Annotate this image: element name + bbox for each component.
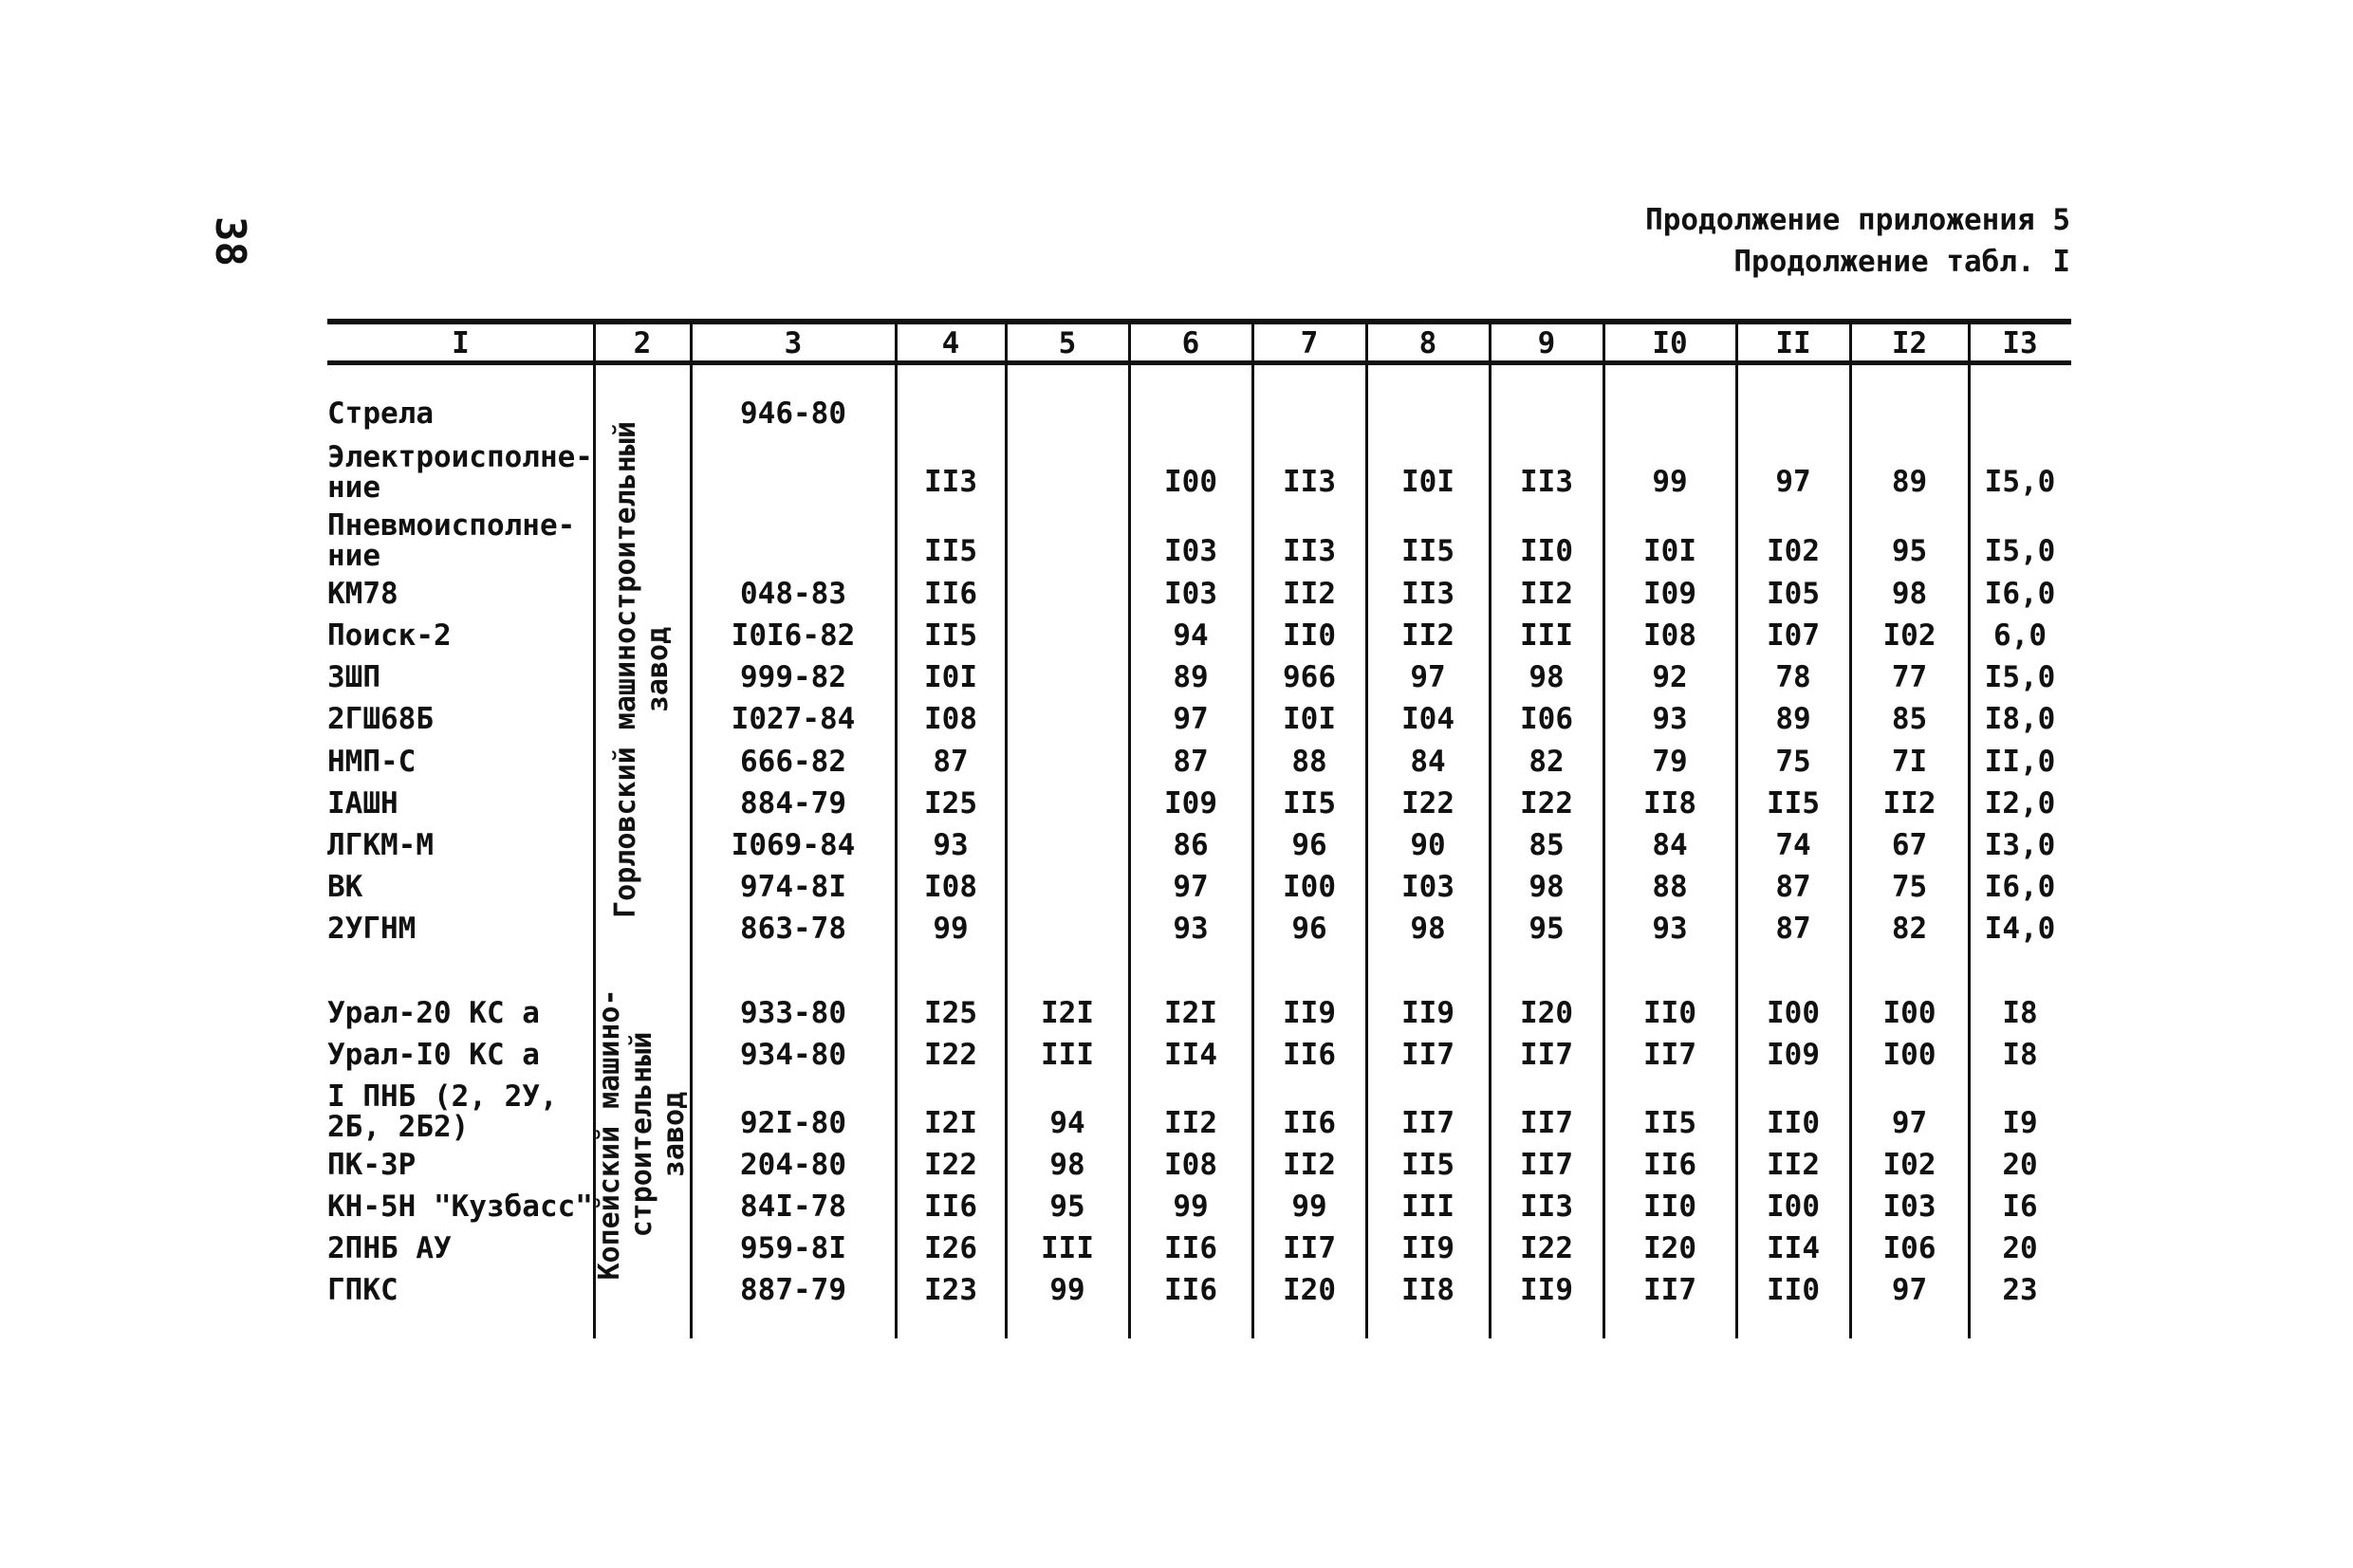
row-name: 2ГШ68Б bbox=[327, 702, 434, 736]
table-header-rule bbox=[327, 360, 2071, 365]
column-header: 9 bbox=[1537, 326, 1556, 360]
table-cell: 98 bbox=[1049, 1148, 1085, 1182]
table-cell: I00 bbox=[1283, 870, 1336, 904]
table-cell: I06 bbox=[1882, 1231, 1936, 1265]
table-cell: I0I bbox=[1643, 534, 1696, 568]
table-cell: II2 bbox=[1401, 618, 1454, 653]
table-cell: II6 bbox=[1164, 1231, 1217, 1265]
table-cell: 97 bbox=[1891, 1106, 1928, 1140]
table-cell: II6 bbox=[1283, 1038, 1336, 1072]
table-cell: I22 bbox=[924, 1038, 977, 1072]
column-header: 3 bbox=[784, 326, 803, 360]
table-cell: 99 bbox=[1291, 1190, 1327, 1224]
table-cell: II6 bbox=[924, 1190, 977, 1224]
table-cell: 82 bbox=[1891, 912, 1928, 946]
table-cell: I6,0 bbox=[1984, 577, 2056, 611]
table-cell: 96 bbox=[1291, 828, 1327, 862]
table-cell: II0 bbox=[1643, 1190, 1696, 1224]
table-cell: 94 bbox=[1049, 1106, 1085, 1140]
table-cell: 84 bbox=[1410, 745, 1446, 779]
table-cell: I2,0 bbox=[1984, 786, 2056, 821]
table-cell: I5,0 bbox=[1984, 660, 2056, 694]
table-cell: 88 bbox=[1291, 745, 1327, 779]
table-cell: 98 bbox=[1410, 912, 1446, 946]
table-cell: I22 bbox=[1401, 786, 1454, 821]
table-cell: 87 bbox=[933, 745, 969, 779]
column-header: II bbox=[1775, 326, 1811, 360]
table-cell: II7 bbox=[1643, 1273, 1696, 1307]
table-cell: 99 bbox=[1049, 1273, 1085, 1307]
table-cell: II0 bbox=[1643, 996, 1696, 1030]
table-cell: 93 bbox=[1173, 912, 1209, 946]
table-cell: II7 bbox=[1520, 1106, 1573, 1140]
table-cell: 94 bbox=[1173, 618, 1209, 653]
table-cell: I0I6-82 bbox=[731, 618, 856, 653]
table-cell: 84I-78 bbox=[740, 1190, 846, 1224]
table-cell: II2 bbox=[1767, 1148, 1820, 1182]
table-cell: 67 bbox=[1891, 828, 1928, 862]
table-cell: 85 bbox=[1529, 828, 1565, 862]
table-cell: 887-79 bbox=[740, 1273, 846, 1307]
row-name: Поиск-2 bbox=[327, 618, 452, 653]
table-cell: 99 bbox=[1173, 1190, 1209, 1224]
table-cell: I4,0 bbox=[1984, 912, 2056, 946]
table-cell: 82 bbox=[1529, 745, 1565, 779]
table-cell: 96 bbox=[1291, 912, 1327, 946]
table-cell: II2 bbox=[1164, 1106, 1217, 1140]
table-cell: 23 bbox=[2002, 1273, 2038, 1307]
row-name: I ПНБ (2, 2У, 2Б, 2Б2) bbox=[327, 1079, 558, 1144]
table-cell: II3 bbox=[1283, 534, 1336, 568]
table-cell: 77 bbox=[1891, 660, 1928, 694]
table-cell: 933-80 bbox=[740, 996, 846, 1030]
table-cell: II,0 bbox=[1984, 745, 2056, 779]
table-cell: 85 bbox=[1891, 702, 1928, 736]
table-cell: I08 bbox=[924, 702, 977, 736]
table-cell: 863-78 bbox=[740, 912, 846, 946]
table-cell: I09 bbox=[1767, 1038, 1820, 1072]
table-cell: II9 bbox=[1401, 996, 1454, 1030]
table-cell: 86 bbox=[1173, 828, 1209, 862]
table-cell: II3 bbox=[1283, 465, 1336, 499]
table-cell: II6 bbox=[1643, 1148, 1696, 1182]
table-cell: II4 bbox=[1164, 1038, 1217, 1072]
table-cell: 89 bbox=[1775, 702, 1811, 736]
table-cell: 78 bbox=[1775, 660, 1811, 694]
table-cell: II7 bbox=[1643, 1038, 1696, 1072]
table-cell: II2 bbox=[1283, 577, 1336, 611]
table-cell: 666-82 bbox=[740, 745, 846, 779]
row-name: ВК bbox=[327, 870, 363, 904]
table-cell: 92 bbox=[1652, 660, 1688, 694]
row-name: НМП-С bbox=[327, 745, 417, 779]
table-cell: II3 bbox=[924, 465, 977, 499]
table-cell: 97 bbox=[1775, 465, 1811, 499]
table-cell: 88 bbox=[1652, 870, 1688, 904]
table-cell: I2I bbox=[1041, 996, 1094, 1030]
table-cell: 98 bbox=[1529, 660, 1565, 694]
table-cell: 87 bbox=[1173, 745, 1209, 779]
caption-appendix: Продолжение приложения 5 bbox=[1645, 203, 2070, 237]
table-cell: I069-84 bbox=[731, 828, 856, 862]
table-cell: I00 bbox=[1767, 996, 1820, 1030]
table-cell: I6,0 bbox=[1984, 870, 2056, 904]
table-cell: II5 bbox=[1401, 1148, 1454, 1182]
column-header: 7 bbox=[1300, 326, 1319, 360]
table-cell: I04 bbox=[1401, 702, 1454, 736]
table-cell: 89 bbox=[1891, 465, 1928, 499]
table-cell: 97 bbox=[1891, 1273, 1928, 1307]
row-name: КМ78 bbox=[327, 577, 398, 611]
row-name: IАШН bbox=[327, 786, 398, 821]
table-cell: I00 bbox=[1767, 1190, 1820, 1224]
column-header: I3 bbox=[2002, 326, 2038, 360]
table-cell: II7 bbox=[1520, 1038, 1573, 1072]
table-cell: I07 bbox=[1767, 618, 1820, 653]
row-name: ЗШП bbox=[327, 660, 380, 694]
table-cell: I03 bbox=[1164, 534, 1217, 568]
table-cell: II3 bbox=[1520, 1190, 1573, 1224]
table-cell: III bbox=[1041, 1038, 1094, 1072]
table-cell: 6,0 bbox=[1993, 618, 2047, 653]
row-name: Пневмоисполне-ние bbox=[327, 508, 576, 573]
column-header: 5 bbox=[1058, 326, 1077, 360]
table-cell: 75 bbox=[1775, 745, 1811, 779]
table-cell: 966 bbox=[1283, 660, 1336, 694]
table-cell: III bbox=[1041, 1231, 1094, 1265]
column-header: I0 bbox=[1652, 326, 1688, 360]
table-cell: I2I bbox=[1164, 996, 1217, 1030]
table-cell: 934-80 bbox=[740, 1038, 846, 1072]
table-cell: 97 bbox=[1410, 660, 1446, 694]
table-cell: I23 bbox=[924, 1273, 977, 1307]
row-name: Стрела bbox=[327, 397, 434, 431]
row-name: КН-5Н "Кузбасс" bbox=[327, 1190, 593, 1224]
table-cell: I8,0 bbox=[1984, 702, 2056, 736]
table-cell: 974-8I bbox=[740, 870, 846, 904]
table-cell: 90 bbox=[1410, 828, 1446, 862]
table-cell: II0 bbox=[1520, 534, 1573, 568]
table-cell: I26 bbox=[924, 1231, 977, 1265]
table-cell: I09 bbox=[1643, 577, 1696, 611]
table-cell: II5 bbox=[1643, 1106, 1696, 1140]
table-cell: III bbox=[1401, 1190, 1454, 1224]
table-cell: 97 bbox=[1173, 870, 1209, 904]
table-cell: I3,0 bbox=[1984, 828, 2056, 862]
table-cell: 98 bbox=[1891, 577, 1928, 611]
table-cell: 87 bbox=[1775, 912, 1811, 946]
table-cell: I20 bbox=[1520, 996, 1573, 1030]
table-cell: I5,0 bbox=[1984, 534, 2056, 568]
table-cell: III bbox=[1520, 618, 1573, 653]
table-cell: II0 bbox=[1767, 1106, 1820, 1140]
table-cell: 93 bbox=[1652, 912, 1688, 946]
table-cell: 95 bbox=[1049, 1190, 1085, 1224]
table-cell: II9 bbox=[1520, 1273, 1573, 1307]
table-cell: 84 bbox=[1652, 828, 1688, 862]
row-name: ПК-3Р bbox=[327, 1148, 417, 1182]
page-number: 38 bbox=[206, 216, 254, 267]
table-cell: I05 bbox=[1767, 577, 1820, 611]
row-name: Электроисполне-ние bbox=[327, 440, 593, 505]
table-cell: II8 bbox=[1401, 1273, 1454, 1307]
table-cell: I22 bbox=[1520, 1231, 1573, 1265]
table-cell: II4 bbox=[1767, 1231, 1820, 1265]
table-cell: 884-79 bbox=[740, 786, 846, 821]
column-header: 8 bbox=[1418, 326, 1437, 360]
table-cell: I00 bbox=[1882, 1038, 1936, 1072]
table-cell: I00 bbox=[1882, 996, 1936, 1030]
table-cell: 048-83 bbox=[740, 577, 846, 611]
column-header: 4 bbox=[941, 326, 960, 360]
table-cell: 92I-80 bbox=[740, 1106, 846, 1140]
factory-label: Горловский машиностроительный завод bbox=[609, 421, 675, 918]
table-cell: II7 bbox=[1520, 1148, 1573, 1182]
table-cell: 93 bbox=[1652, 702, 1688, 736]
table-cell: II9 bbox=[1401, 1231, 1454, 1265]
table-cell: II2 bbox=[1283, 1148, 1336, 1182]
column-header: 6 bbox=[1181, 326, 1200, 360]
table-cell: I08 bbox=[1164, 1148, 1217, 1182]
table-cell: 98 bbox=[1529, 870, 1565, 904]
column-header: I bbox=[452, 326, 470, 360]
table-cell: II6 bbox=[924, 577, 977, 611]
row-name: ГПКС bbox=[327, 1273, 398, 1307]
table-cell: I22 bbox=[924, 1148, 977, 1182]
table-cell: I02 bbox=[1882, 618, 1936, 653]
table-cell: II5 bbox=[1401, 534, 1454, 568]
table-cell: I8 bbox=[2002, 1038, 2038, 1072]
table-cell: II5 bbox=[1767, 786, 1820, 821]
table-cell: 89 bbox=[1173, 660, 1209, 694]
table-cell: I02 bbox=[1767, 534, 1820, 568]
table-cell: 97 bbox=[1173, 702, 1209, 736]
table-cell: 79 bbox=[1652, 745, 1688, 779]
table-cell: II2 bbox=[1520, 577, 1573, 611]
table-top-rule bbox=[327, 319, 2071, 324]
table-cell: II0 bbox=[1767, 1273, 1820, 1307]
table-cell: I027-84 bbox=[731, 702, 856, 736]
table-cell: 75 bbox=[1891, 870, 1928, 904]
table-cell: II7 bbox=[1283, 1231, 1336, 1265]
table-cell: I5,0 bbox=[1984, 465, 2056, 499]
table-cell: II8 bbox=[1643, 786, 1696, 821]
table-cell: I0I bbox=[1401, 465, 1454, 499]
table-cell: II6 bbox=[1283, 1106, 1336, 1140]
table-cell: II5 bbox=[924, 534, 977, 568]
table-cell: I22 bbox=[1520, 786, 1573, 821]
table-cell: 959-8I bbox=[740, 1231, 846, 1265]
factory-label: Копейский машино-строительный завод bbox=[593, 988, 691, 1281]
table-cell: I8 bbox=[2002, 996, 2038, 1030]
table-cell: 20 bbox=[2002, 1231, 2038, 1265]
table-cell: 99 bbox=[933, 912, 969, 946]
row-name: 2ПНБ АУ bbox=[327, 1231, 452, 1265]
table-cell: I03 bbox=[1164, 577, 1217, 611]
table-cell: II6 bbox=[1164, 1273, 1217, 1307]
table-cell: 93 bbox=[933, 828, 969, 862]
row-name: 2УГНМ bbox=[327, 912, 417, 946]
table-cell: II5 bbox=[924, 618, 977, 653]
row-name: ЛГКМ-М bbox=[327, 828, 434, 862]
table-cell: I20 bbox=[1283, 1273, 1336, 1307]
table-cell: I0I bbox=[924, 660, 977, 694]
table-cell: 999-82 bbox=[740, 660, 846, 694]
table-cell: II3 bbox=[1401, 577, 1454, 611]
table-cell: 946-80 bbox=[740, 397, 846, 431]
row-name: Урал-I0 КС а bbox=[327, 1038, 540, 1072]
table-cell: I03 bbox=[1882, 1190, 1936, 1224]
table-cell: I6 bbox=[2002, 1190, 2038, 1224]
table-cell: I02 bbox=[1882, 1148, 1936, 1182]
table-cell: 20 bbox=[2002, 1148, 2038, 1182]
table-cell: II9 bbox=[1283, 996, 1336, 1030]
table-cell: I9 bbox=[2002, 1106, 2038, 1140]
table-cell: 7I bbox=[1891, 745, 1928, 779]
column-header: I2 bbox=[1891, 326, 1928, 360]
table-cell: I08 bbox=[924, 870, 977, 904]
table-cell: I03 bbox=[1401, 870, 1454, 904]
table-cell: I25 bbox=[924, 786, 977, 821]
table-cell: 99 bbox=[1652, 465, 1688, 499]
table-cell: I20 bbox=[1643, 1231, 1696, 1265]
table-cell: II2 bbox=[1882, 786, 1936, 821]
table-cell: 87 bbox=[1775, 870, 1811, 904]
table-cell: 95 bbox=[1529, 912, 1565, 946]
row-name: Урал-20 КС а bbox=[327, 996, 540, 1030]
table-cell: II3 bbox=[1520, 465, 1573, 499]
table-cell: I0I bbox=[1283, 702, 1336, 736]
table-cell: II7 bbox=[1401, 1106, 1454, 1140]
table-cell: II5 bbox=[1283, 786, 1336, 821]
table-cell: 95 bbox=[1891, 534, 1928, 568]
table-cell: II7 bbox=[1401, 1038, 1454, 1072]
table-cell: I06 bbox=[1520, 702, 1573, 736]
column-header: 2 bbox=[633, 326, 652, 360]
table-cell: I00 bbox=[1164, 465, 1217, 499]
table-cell: I2I bbox=[924, 1106, 977, 1140]
table-cell: I08 bbox=[1643, 618, 1696, 653]
table-cell: 204-80 bbox=[740, 1148, 846, 1182]
table-cell: I09 bbox=[1164, 786, 1217, 821]
caption-table: Продолжение табл. I bbox=[1733, 245, 2070, 279]
table-cell: 74 bbox=[1775, 828, 1811, 862]
table-cell: I25 bbox=[924, 996, 977, 1030]
table-cell: II0 bbox=[1283, 618, 1336, 653]
